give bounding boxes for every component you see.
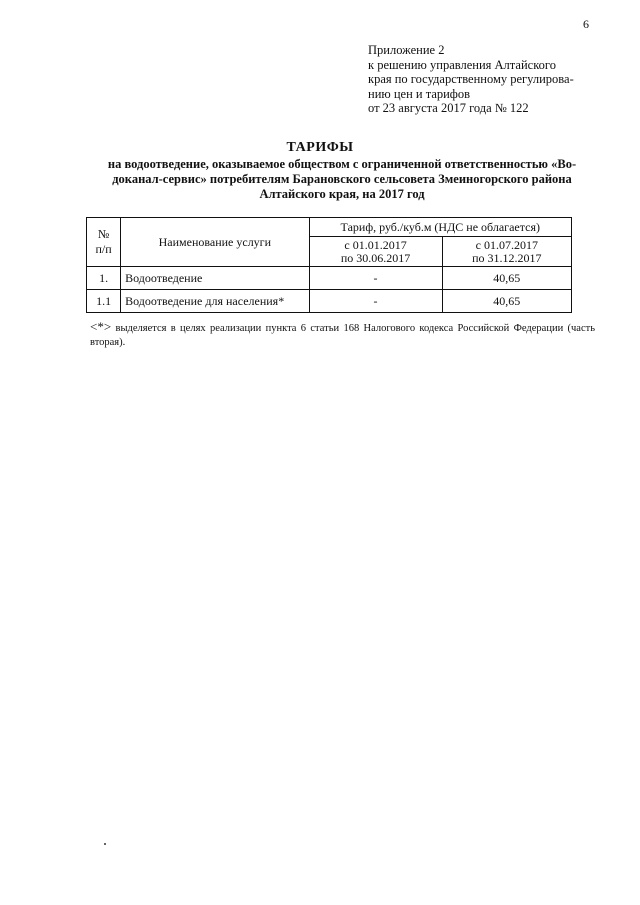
table-row [87, 267, 572, 290]
page-number: 6 [583, 17, 589, 31]
subtitle-line: доканал-сервис» потребителям Барановского сельсовета Змеиногорского района [112, 172, 572, 186]
row-tariff-period-2: 40,65 [442, 267, 571, 290]
tariff-table [86, 217, 572, 313]
appendix-line: от 23 августа 2017 года № 122 [368, 101, 529, 115]
header-period-2 [442, 237, 571, 267]
header-tariff-group: Тариф, руб./куб.м (НДС не облагается) [309, 218, 571, 237]
header-number-cell [87, 218, 121, 267]
appendix-line: Приложение 2 [368, 43, 445, 57]
appendix-line: нию цен и тарифов [368, 86, 471, 101]
subtitle-line: на водоотведение, оказываемое обществом с ограниченной ответственностью «Во- [107, 157, 577, 171]
period-start: с 01.07.2017 [475, 237, 538, 252]
row-number: 1. [87, 267, 121, 290]
period-end: по 31.12.2017 [472, 250, 542, 265]
footnote [90, 320, 595, 350]
period-start: с 01.01.2017 [344, 237, 407, 252]
footnote-text: выделяется в целях реализации пункта 6 статьи 168 Налогового кодекса Российской Федерации (часть вторая). [90, 323, 595, 348]
header-number-abbr: п/п [95, 242, 112, 256]
row-tariff-period-1: - [309, 267, 442, 290]
appendix-header [368, 43, 618, 116]
footnote-mark: <*> [90, 319, 112, 334]
header-number-sign: № [97, 227, 110, 241]
table-row [87, 290, 572, 313]
document-title: ТАРИФЫ [286, 140, 354, 155]
table-header-row [87, 218, 572, 237]
scan-speck [104, 843, 106, 845]
header-period-1 [309, 237, 442, 267]
appendix-line: края по государственному регулирова- [368, 72, 574, 86]
row-tariff-period-2: 40,65 [442, 290, 571, 313]
document-subtitle [72, 157, 612, 202]
appendix-line: к решению управления Алтайского [368, 57, 556, 72]
row-tariff-period-1: - [309, 290, 442, 313]
row-service-name: Водоотведение [121, 267, 309, 290]
subtitle-line: Алтайского края, на 2017 год [259, 187, 425, 201]
row-service-name: Водоотведение для населения* [121, 290, 309, 313]
row-number: 1.1 [87, 290, 121, 313]
header-service-name: Наименование услуги [121, 218, 309, 267]
period-end: по 30.06.2017 [340, 250, 411, 265]
